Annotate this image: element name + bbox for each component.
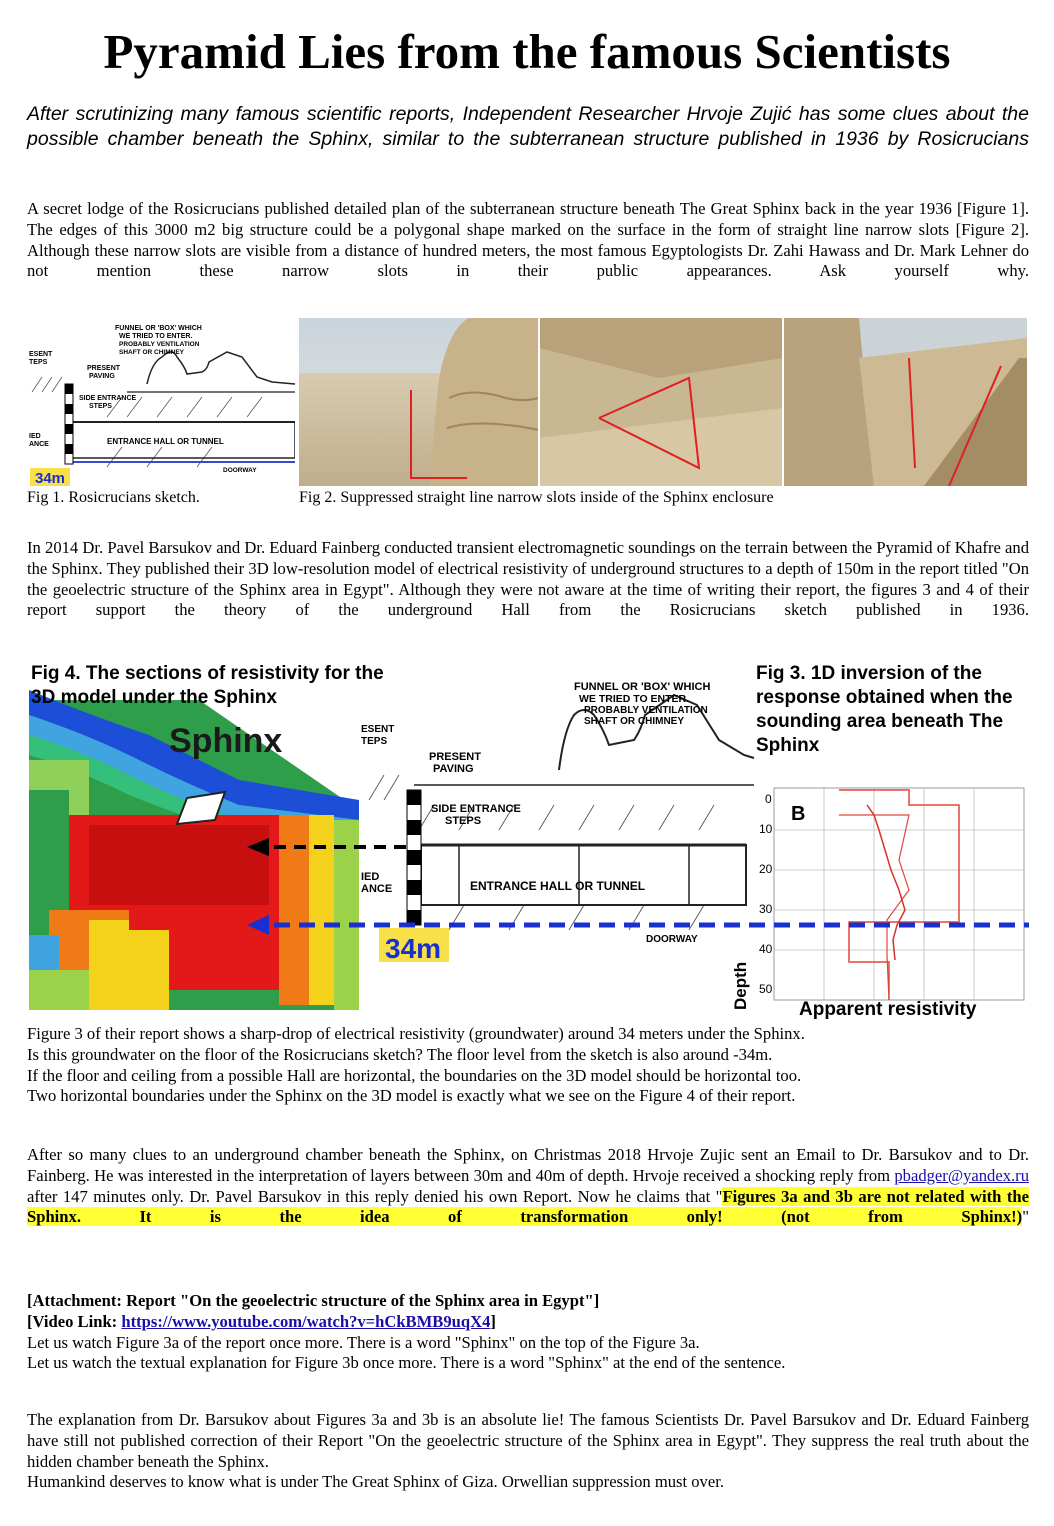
svg-text:DOORWAY: DOORWAY	[223, 467, 257, 474]
composite-depth-label: 34m	[385, 933, 442, 964]
svg-text:WE TRIED TO ENTER.: WE TRIED TO ENTER.	[119, 333, 193, 340]
fig1-label-funnel: FUNNEL OR 'BOX' WHICH	[115, 325, 202, 332]
svg-text:SHAFT OR CHIMNEY: SHAFT OR CHIMNEY	[584, 716, 684, 727]
svg-text:DOORWAY: DOORWAY	[646, 934, 698, 945]
analysis-line: If the floor and ceiling from a possible Hall are horizontal, the boundaries on the 3D model should be horizontal too.	[27, 1065, 802, 1085]
fig3-ytick: 50	[759, 982, 773, 996]
fig3-ytick: 30	[759, 902, 773, 916]
conclusion-last-line: Humankind deserves to know what is under The Great Sphinx of Giza. Orwellian suppression must over.	[27, 1472, 724, 1492]
svg-text:PAVING: PAVING	[89, 373, 115, 380]
analysis-line: Figure 3 of their report shows a sharp-drop of electrical resistivity (groundwater) around 34 meters under the Sphinx.	[27, 1024, 805, 1043]
svg-text:PROBABLY VENTILATION: PROBABLY VENTILATION	[584, 705, 708, 716]
analysis-paragraph	[27, 1024, 1029, 1107]
svg-text:IED: IED	[29, 433, 41, 440]
svg-text:SIDE ENTRANCE: SIDE ENTRANCE	[79, 395, 137, 402]
fig3-ytick: 0	[765, 792, 772, 806]
svg-text:ESENT: ESENT	[361, 724, 395, 735]
email-link[interactable]: pbadger@yandex.ru	[894, 1165, 1029, 1185]
figure-2-caption: Fig 2. Suppressed straight line narrow slots inside of the Sphinx enclosure	[299, 489, 774, 506]
analysis-line: Two horizontal boundaries under the Sphinx on the 3D model is exactly what we see on the Figure 4 of their report.	[27, 1086, 796, 1106]
svg-text:ANCE: ANCE	[29, 441, 49, 448]
page-title: Pyramid Lies from the famous Scientists	[103, 24, 951, 79]
svg-text:IED: IED	[361, 871, 380, 883]
fig3-ylabel: Depth	[731, 961, 750, 1010]
svg-text:STEPS: STEPS	[89, 403, 112, 410]
analysis-line: Is this groundwater on the floor of the Rosicrucians sketch? The floor level from the sketch is also around -34m.	[27, 1044, 773, 1064]
svg-text:FUNNEL OR 'BOX' WHICH: FUNNEL OR 'BOX' WHICH	[574, 681, 711, 693]
svg-text:ENTRANCE HALL OR TUNNEL: ENTRANCE HALL OR TUNNEL	[470, 879, 646, 893]
intro-paragraph: A secret lodge of the Rosicrucians published detailed plan of the subterranean structure beneath The Great Sphinx back in the year 1936 [Figure 1]. The edges of this 3000 m2 big structure could be a polygonal shape marked on the surface in the form of straight line narrow slots [Figure 2]. Although these narrow slots are visible from a distance of hundred meters, the most famous Egyptologists Dr. Zahi Hawass and Dr. Mark Lehner do not mention these narrow slots in their public appearances. Ask yourself why.	[27, 199, 1029, 281]
fig4-sphinx-label: Sphinx	[169, 722, 283, 760]
fig4-resistivity-section	[29, 660, 359, 1010]
svg-text:SIDE ENTRANCE: SIDE ENTRANCE	[431, 803, 521, 815]
fig3-panel-label: B	[791, 803, 806, 825]
video-line: [Video Link: https://www.youtube.com/watch?v=hCkBMB9uqX4]	[27, 1311, 496, 1331]
fig1-depth-label: 34m	[35, 470, 66, 486]
svg-text:STEPS: STEPS	[445, 815, 482, 827]
attachment-line: [Attachment: Report "On the geoelectric structure of the Sphinx area in Egypt"]	[27, 1291, 600, 1310]
svg-text:PRESENT: PRESENT	[429, 751, 481, 763]
fig1-label-hall: ENTRANCE HALL OR TUNNEL	[107, 437, 224, 446]
watch-line-2: Let us watch the textual explanation for Figure 3b once more. There is a word "Sphinx" at the end of the sentence.	[27, 1353, 786, 1373]
figure-4-title: Fig 4. The sections of resistivity for the 3D model under the Sphinx	[31, 663, 384, 708]
svg-text:WE TRIED TO ENTER.: WE TRIED TO ENTER.	[579, 693, 690, 705]
email-paragraph: After so many clues to an underground chamber beneath the Sphinx, on Christmas 2018 Hrvoje Zujic sent an Email to Dr. Barsukov and to Dr. Fainberg. He was interested in the interpretation of layers between 30m and 40m of depth. Hrvoje received a shocking reply from pbadger@yandex.ru after 147 minutes only. Dr. Pavel Barsukov in this reply denied his own Report. Now he claims that "Figures 3a and 3b are not related with the Sphinx. It is the idea of transformation only! (not from Sphinx!)"	[27, 1145, 1029, 1227]
fig3-plot	[731, 760, 1024, 1020]
figure-1-sketch	[27, 322, 295, 486]
fig3-ytick: 10	[759, 822, 773, 836]
svg-text:ANCE: ANCE	[361, 883, 393, 895]
svg-text:PROBABLY VENTILATION: PROBABLY VENTILATION	[119, 341, 200, 348]
soundings-paragraph: In 2014 Dr. Pavel Barsukov and Dr. Eduard Fainberg conducted transient electromagnetic soundings on the terrain between the Pyramid of Khafre and the Sphinx. They published their 3D low-resolution model of electrical resistivity of underground structures to a depth of 150m in the report titled "On the geoelectric structure of the Sphinx area in Egypt". Although they were not aware at the time of writing their report, the figures 3 and 4 of their report support the theory of the underground Hall from the Rosicrucians sketch published in 1936.	[27, 538, 1029, 620]
svg-text:PRESENT: PRESENT	[87, 365, 121, 372]
links-block	[27, 1291, 1029, 1374]
svg-text:PAVING: PAVING	[433, 763, 474, 775]
fig3-xlabel: Apparent resistivity	[799, 999, 977, 1020]
svg-text:SHAFT OR CHIMNEY: SHAFT OR CHIMNEY	[119, 349, 184, 356]
svg-text:ESENT: ESENT	[29, 351, 53, 358]
svg-text:TEPS: TEPS	[361, 736, 388, 747]
figure-3-title: Fig 3. 1D inversion of the response obtained when the sounding area beneath The Sphinx	[756, 663, 1013, 756]
figure-1-caption: Fig 1. Rosicrucians sketch.	[27, 489, 200, 506]
svg-text:TEPS: TEPS	[29, 359, 48, 366]
video-link[interactable]: https://www.youtube.com/watch?v=hCkBMB9uqX4	[121, 1311, 491, 1331]
conclusion-paragraph: The explanation from Dr. Barsukov about Figures 3a and 3b is an absolute lie! The famous Scientists Dr. Pavel Barsukov and Dr. Eduard Fainberg have still not published correction of their Report "On the geoelectric structure of the Sphinx area in Egypt". They suppress the real truth about the hidden chamber beneath the Sphinx. Humankind deserves to know what is under The Great Sphinx of Giza. Orwellian suppression must over.	[27, 1410, 1029, 1492]
fig3-ytick: 40	[759, 942, 773, 956]
watch-line-1: Let us watch Figure 3a of the report once more. There is a word "Sphinx" on the top of the Figure 3a.	[27, 1332, 700, 1352]
highlighted-quote: Figures 3a and 3b are not related with the Sphinx. It is the idea of transformation only! (not from Sphinx!)	[27, 1186, 1029, 1227]
fig3-ytick: 20	[759, 862, 773, 876]
figure-2-photos	[299, 318, 1027, 486]
lead-paragraph: After scrutinizing many famous scientific reports, Independent Researcher Hrvoje Zujić has some clues about the possible chamber beneath the Sphinx, similar to the subterranean structure published in 1936 by Rosicrucians	[27, 103, 1029, 150]
